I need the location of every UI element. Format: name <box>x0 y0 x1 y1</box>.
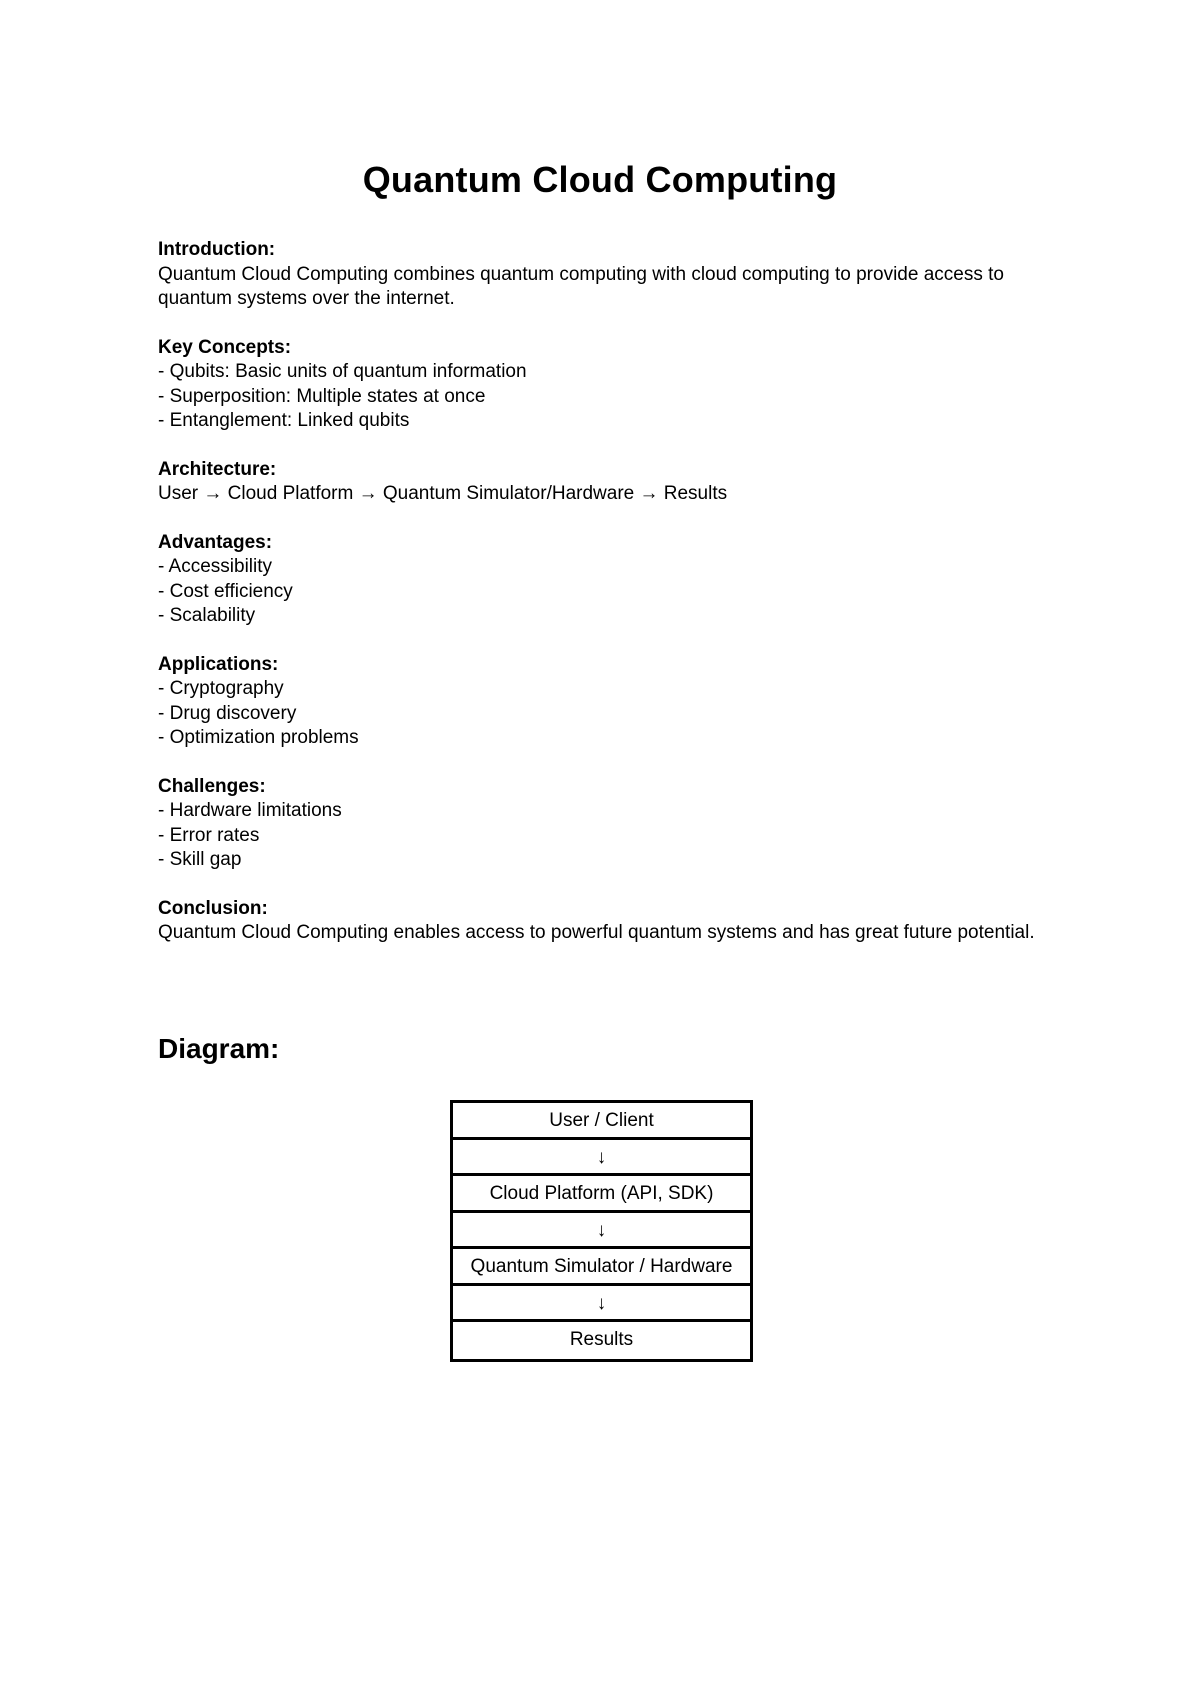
list-item: - Hardware limitations <box>158 800 342 821</box>
flow-node-quantum-hardware: Quantum Simulator / Hardware <box>453 1249 750 1286</box>
list-item: - Entanglement: Linked qubits <box>158 410 410 431</box>
section-key-concepts <box>158 336 1058 434</box>
section-introduction <box>158 238 1058 312</box>
bullet-list <box>158 555 1058 629</box>
document-body <box>158 238 1058 970</box>
section-applications <box>158 653 1058 751</box>
bullet-list <box>158 677 1058 751</box>
list-item: - Qubits: Basic units of quantum information <box>158 361 527 382</box>
list-item: - Accessibility <box>158 556 273 577</box>
flow-node-cloud-platform: Cloud Platform (API, SDK) <box>453 1176 750 1213</box>
list-item: - Scalability <box>158 605 256 626</box>
list-item: - Drug discovery <box>158 702 297 724</box>
document-title: Quantum Cloud Computing <box>362 159 838 200</box>
section-paragraph: User → Cloud Platform → Quantum Simulator/Hardware → Results <box>158 483 728 504</box>
down-arrow-icon: ↓ <box>453 1213 750 1250</box>
section-heading: Applications: <box>158 653 279 675</box>
diagram-heading: Diagram: <box>158 1033 280 1064</box>
down-arrow-icon: ↓ <box>453 1286 750 1323</box>
section-heading: Challenges: <box>158 775 266 797</box>
list-item: - Skill gap <box>158 849 242 870</box>
list-item: - Cost efficiency <box>158 580 293 602</box>
flow-node-user-client: User / Client <box>453 1103 750 1140</box>
section-challenges <box>158 775 1058 873</box>
section-heading: Key Concepts: <box>158 336 292 358</box>
section-heading: Advantages: <box>158 531 273 553</box>
section-architecture <box>158 458 1058 507</box>
section-advantages <box>158 531 1058 629</box>
list-item: - Cryptography <box>158 678 284 699</box>
bullet-list <box>158 360 1058 434</box>
section-heading: Introduction: <box>158 239 276 260</box>
bullet-list <box>158 799 1058 873</box>
down-arrow-icon: ↓ <box>453 1140 750 1177</box>
section-paragraph: Quantum Cloud Computing enables access to powerful quantum systems and has great future potential. <box>158 922 1035 943</box>
list-item: - Superposition: Multiple states at once <box>158 385 486 407</box>
architecture-flow-diagram <box>450 1100 753 1362</box>
section-heading: Conclusion: <box>158 897 268 919</box>
flow-node-results: Results <box>569 1329 634 1350</box>
list-item: - Optimization problems <box>158 727 359 748</box>
section-heading: Architecture: <box>158 458 277 480</box>
list-item: - Error rates <box>158 824 260 846</box>
section-paragraph: Quantum Cloud Computing combines quantum computing with cloud computing to provide access to quantum systems over the internet. <box>158 263 1004 309</box>
section-conclusion <box>158 897 1058 946</box>
